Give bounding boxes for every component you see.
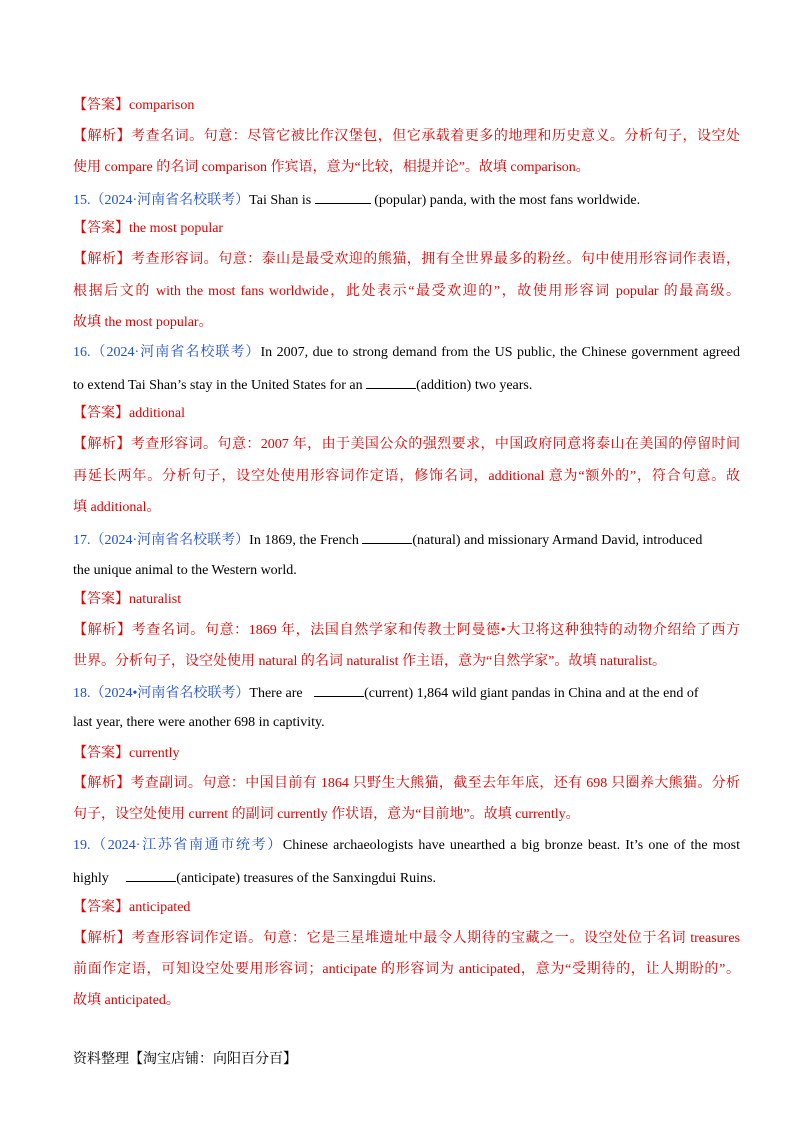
analysis-16-line-2: 再延长两年。分析句子，设空处使用形容词作定语，修饰名词，additional 意为“额外的”，符合句意。故 (73, 469, 740, 484)
question-text: highly (73, 871, 113, 886)
analysis-14-line-1: 【解析】考查名词。句意：尽管它被比作汉堡包，但它承载着更多的地理和历史意义。分析句子，设空处 (73, 129, 740, 144)
page-footer: 资料整理【淘宝店铺：向阳百分百】 (73, 1051, 297, 1067)
question-19-line-1 (73, 836, 740, 856)
question-text: (natural) and missionary Armand David, introduced (412, 533, 703, 548)
question-text: (popular) panda, with the most fans worldwide. (370, 193, 641, 208)
analysis-15-line-1: 【解析】考查形容词。句意：泰山是最受欢迎的熊猫，拥有全世界最多的粉丝。句中使用形容词作表语， (73, 252, 740, 267)
question-number: 16. (73, 345, 91, 360)
analysis-17-line-1: 【解析】考查名词。句意：1869 年，法国自然学家和传教士阿曼德•大卫将这种独特的动物介绍给了西方 (73, 623, 740, 638)
answer-blank[interactable] (315, 189, 371, 204)
analysis-17-line-2: 世界。分析句子，设空处使用 natural 的名词 naturalist 作主语，意为“自然学家”。故填 naturalist。 (73, 654, 666, 669)
analysis-18-line-2: 句子，设空处使用 current 的副词 currently 作状语，意为“目前地”。故填 currently。 (73, 807, 580, 822)
question-text: In 1869, the French (249, 533, 363, 548)
question-text: (current) 1,864 wild giant pandas in China and at the end of (364, 686, 699, 701)
question-source: （2024·河南省名校联考） (90, 193, 250, 208)
question-19-line-2 (73, 867, 740, 889)
answer-18: 【答案】currently (73, 746, 180, 761)
answer-16: 【答案】additional (73, 406, 185, 421)
question-source: （2024·江苏省南通市统考） (90, 838, 283, 853)
question-text: (addition) two years. (416, 378, 533, 393)
answer-14: 【答案】comparison (73, 98, 195, 113)
question-source: （2024•河南省名校联考） (90, 686, 250, 701)
question-17-line-2: the unique animal to the Western world. (73, 563, 297, 578)
question-16-line-2 (73, 374, 740, 396)
analysis-18-line-1: 【解析】考查副词。句意：中国目前有 1864 只野生大熊猫，截至去年年底，还有 698 只圈养大熊猫。分析 (73, 776, 740, 791)
question-text: Chinese archaeologists have unearthed a big bronze beast. It’s one of the most (282, 838, 740, 853)
answer-17: 【答案】naturalist (73, 592, 182, 607)
question-source: （2024·河南省名校联考） (90, 345, 261, 360)
question-18-line-1 (73, 682, 740, 704)
analysis-19-line-3: 故填 anticipated。 (73, 993, 180, 1008)
analysis-16-line-3: 填 additional。 (73, 500, 161, 515)
analysis-14-line-2: 使用 compare 的名词 comparison 作宾语，意为“比较，相提并论”。故填 comparison。 (73, 160, 590, 175)
question-source: （2024·河南省名校联考） (90, 533, 250, 548)
answer-blank[interactable] (314, 682, 364, 697)
question-17-line-1 (73, 529, 740, 551)
answer-15: 【答案】the most popular (73, 221, 224, 236)
question-number: 19. (73, 838, 91, 853)
analysis-16-line-1: 【解析】考查形容词。句意：2007 年，由于美国公众的强烈要求，中国政府同意将泰山在美国的停留时间 (73, 437, 740, 452)
question-text: (anticipate) treasures of the Sanxingdui Ruins. (176, 871, 436, 886)
answer-blank[interactable] (362, 529, 412, 544)
question-number: 18. (73, 686, 91, 701)
analysis-15-line-3: 故填 the most popular。 (73, 315, 213, 330)
analysis-19-line-1: 【解析】考查形容词作定语。句意：它是三星堆遗址中最令人期待的宝藏之一。设空处位于名词 treasures (73, 931, 740, 946)
question-number: 17. (73, 533, 91, 548)
answer-blank[interactable] (126, 867, 176, 882)
question-16-line-1 (73, 343, 740, 363)
answer-blank[interactable] (366, 374, 416, 389)
question-number: 15. (73, 193, 91, 208)
question-15 (73, 189, 740, 211)
analysis-15-line-2: 根据后文的 with the most fans worldwide，此处表示“最受欢迎的”，故使用形容词 popular 的最高级。 (73, 284, 740, 299)
question-text: In 2007, due to strong demand from the US public, the Chinese government agreed (260, 345, 740, 360)
question-18-line-2: last year, there were another 698 in captivity. (73, 715, 325, 730)
question-text: There are (249, 686, 307, 701)
answer-19: 【答案】anticipated (73, 900, 191, 915)
question-text: to extend Tai Shan’s stay in the United States for an (73, 378, 367, 393)
question-text: Tai Shan is (249, 193, 315, 208)
analysis-19-line-2: 前面作定语，可知设空处要用形容词；anticipate 的形容词为 anticipated，意为“受期待的，让人期盼的”。 (73, 962, 740, 977)
